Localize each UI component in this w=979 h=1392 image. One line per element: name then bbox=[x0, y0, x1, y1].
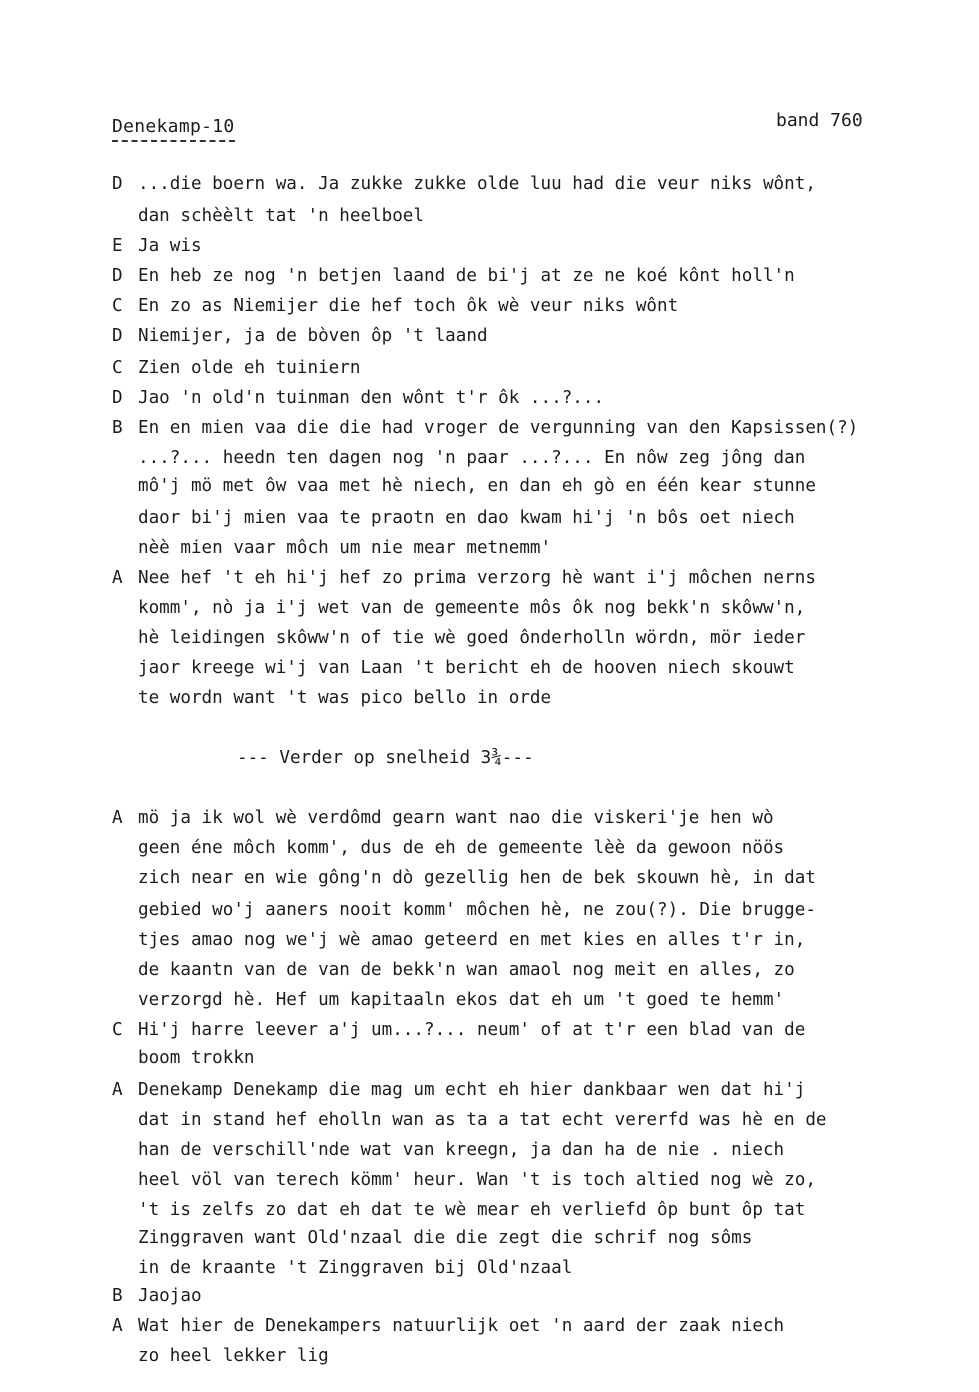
utterance-text: mô'j mö met ôw vaa met hè niech, en dan eh gò en één kear stunne bbox=[138, 476, 816, 496]
utterance-line bbox=[112, 264, 795, 288]
utterance-text: En en mien vaa die die had vroger de vergunning van den Kapsissen(?) bbox=[138, 418, 859, 438]
utterance-text: Nee hef 't eh hi'j hef zo prima verzorg hè want i'j môchen nerns bbox=[138, 568, 816, 588]
utterance-line bbox=[112, 1078, 806, 1102]
utterance-text: Niemijer, ja de bòven ôp 't laand bbox=[138, 326, 488, 346]
utterance-text: Jao 'n old'n tuinman den wônt t'r ôk ...?... bbox=[138, 388, 605, 408]
speaker-label: C bbox=[112, 296, 123, 316]
speaker-label: B bbox=[112, 1286, 123, 1306]
utterance-text: heel völ van terech kömm' heur. Wan 't is toch altied nog wè zo, bbox=[138, 1170, 816, 1190]
speaker-label: B bbox=[112, 418, 123, 438]
speaker-label: D bbox=[112, 266, 123, 286]
utterance-line bbox=[112, 294, 679, 318]
speaker-label: D bbox=[112, 326, 123, 346]
utterance-line bbox=[138, 1138, 784, 1162]
utterance-line bbox=[112, 324, 488, 348]
utterance-line bbox=[138, 204, 424, 228]
utterance-line bbox=[138, 1226, 752, 1250]
utterance-text: daor bi'j mien vaa te praotn en dao kwam hi'j 'n bôs oet niech bbox=[138, 508, 795, 528]
utterance-text: tjes amao nog we'j wè amao geteerd en met kies en alles t'r in, bbox=[138, 930, 806, 950]
speaker-label: D bbox=[112, 174, 123, 194]
speaker-label: C bbox=[112, 1020, 123, 1040]
utterance-text: Wat hier de Denekampers natuurlijk oet 'n aard der zaak niech bbox=[138, 1316, 785, 1336]
utterance-line bbox=[112, 566, 816, 590]
utterance-line bbox=[138, 656, 795, 680]
utterance-line bbox=[138, 596, 805, 620]
utterance-line bbox=[138, 626, 805, 650]
utterance-line bbox=[112, 1284, 202, 1308]
utterance-text: boom trokkn bbox=[138, 1048, 255, 1068]
utterance-line bbox=[138, 536, 551, 560]
utterance-text: En heb ze nog 'n betjen laand de bi'j at ze ne koé kônt holl'n bbox=[138, 266, 795, 286]
utterance-text: te wordn want 't was pico bello in orde bbox=[138, 688, 552, 708]
utterance-text: gebied wo'j aaners nooit komm' môchen hè, ne zou(?). Die brugge- bbox=[138, 900, 816, 920]
utterance-text: Zien olde eh tuiniern bbox=[138, 358, 361, 378]
speaker-label: D bbox=[112, 388, 123, 408]
utterance-line bbox=[112, 356, 361, 380]
utterance-line bbox=[112, 386, 605, 410]
utterance-line bbox=[112, 1314, 785, 1338]
utterance-line bbox=[138, 836, 784, 860]
utterance-line bbox=[138, 988, 784, 1012]
speaker-label: A bbox=[112, 1080, 123, 1100]
utterance-line bbox=[138, 1046, 255, 1070]
utterance-line bbox=[138, 1108, 827, 1132]
utterance-text: geen éne môch komm', dus de eh de gemeente lèè da gewoon nöös bbox=[138, 838, 785, 858]
tape-number: band 760 bbox=[776, 110, 863, 131]
utterance-text: de kaantn van de van de bekk'n wan amaol nog meit en alles, zo bbox=[138, 960, 795, 980]
utterance-line bbox=[138, 958, 795, 982]
utterance-line bbox=[112, 234, 202, 258]
speed-note: --- Verder op snelheid 3¾--- bbox=[237, 748, 534, 768]
utterance-text: han de verschill'nde wat van kreegn, ja dan ha de nie . niech bbox=[138, 1140, 785, 1160]
utterance-text: jaor kreege wi'j van Laan 't bericht eh de hooven niech skouwt bbox=[138, 658, 795, 678]
document-id: Denekamp-10 bbox=[112, 114, 235, 142]
utterance-text: zo heel lekker lig bbox=[138, 1346, 329, 1366]
speaker-label: E bbox=[112, 236, 123, 256]
utterance-line bbox=[138, 1168, 816, 1192]
utterance-text: nèè mien vaar môch um nie mear metnemm' bbox=[138, 538, 552, 558]
utterance-line bbox=[138, 1256, 572, 1280]
utterance-line bbox=[138, 1344, 329, 1368]
utterance-text: Denekamp Denekamp die mag um echt eh hier dankbaar wen dat hi'j bbox=[138, 1080, 806, 1100]
utterance-line bbox=[138, 898, 816, 922]
utterance-line bbox=[138, 446, 805, 470]
utterance-text: Hi'j harre leever a'j um...?... neum' of at t'r een blad van de bbox=[138, 1020, 806, 1040]
utterance-text: Ja wis bbox=[138, 236, 202, 256]
utterance-text: ...?... heedn ten dagen nog 'n paar ...?... En nôw zeg jông dan bbox=[138, 448, 806, 468]
speaker-label: A bbox=[112, 808, 123, 828]
utterance-text: dan schèèlt tat 'n heelboel bbox=[138, 206, 424, 226]
utterance-line bbox=[138, 506, 795, 530]
utterance-line bbox=[138, 474, 816, 498]
utterance-text: hè leidingen skôww'n of tie wè goed ônderholln wördn, mör ieder bbox=[138, 628, 806, 648]
utterance-text: Jaojao bbox=[138, 1286, 202, 1306]
utterance-line bbox=[138, 866, 816, 890]
speaker-label: A bbox=[112, 1316, 123, 1336]
utterance-text: 't is zelfs zo dat eh dat te wè mear eh verliefd ôp bunt ôp tat bbox=[138, 1200, 806, 1220]
utterance-text: Zinggraven want Old'nzaal die die zegt die schrif nog sôms bbox=[138, 1228, 753, 1248]
utterance-line bbox=[112, 1018, 806, 1042]
utterance-text: dat in stand hef eholln wan as ta a tat echt vererfd was hè en de bbox=[138, 1110, 827, 1130]
utterance-text: En zo as Niemijer die hef toch ôk wè veur niks wônt bbox=[138, 296, 679, 316]
utterance-line bbox=[112, 806, 774, 830]
utterance-line bbox=[138, 1198, 805, 1222]
utterance-line bbox=[112, 416, 859, 440]
utterance-text: in de kraante 't Zinggraven bij Old'nzaal bbox=[138, 1258, 573, 1278]
utterance-text: zich near en wie gông'n dò gezellig hen de bek skouwn hè, in dat bbox=[138, 868, 816, 888]
utterance-text: komm', nò ja i'j wet van de gemeente môs ôk nog bekk'n skôww'n, bbox=[138, 598, 806, 618]
speaker-label: C bbox=[112, 358, 123, 378]
utterance-text: ...die boern wa. Ja zukke zukke olde luu had die veur niks wônt, bbox=[138, 174, 816, 194]
utterance-text: verzorgd hè. Hef um kapitaaln ekos dat eh um 't goed te hemm' bbox=[138, 990, 785, 1010]
utterance-line bbox=[112, 172, 816, 196]
speaker-label: A bbox=[112, 568, 123, 588]
utterance-line bbox=[138, 928, 805, 952]
utterance-line bbox=[138, 686, 551, 710]
utterance-text: mö ja ik wol wè verdômd gearn want nao die viskeri'je hen wò bbox=[138, 808, 774, 828]
